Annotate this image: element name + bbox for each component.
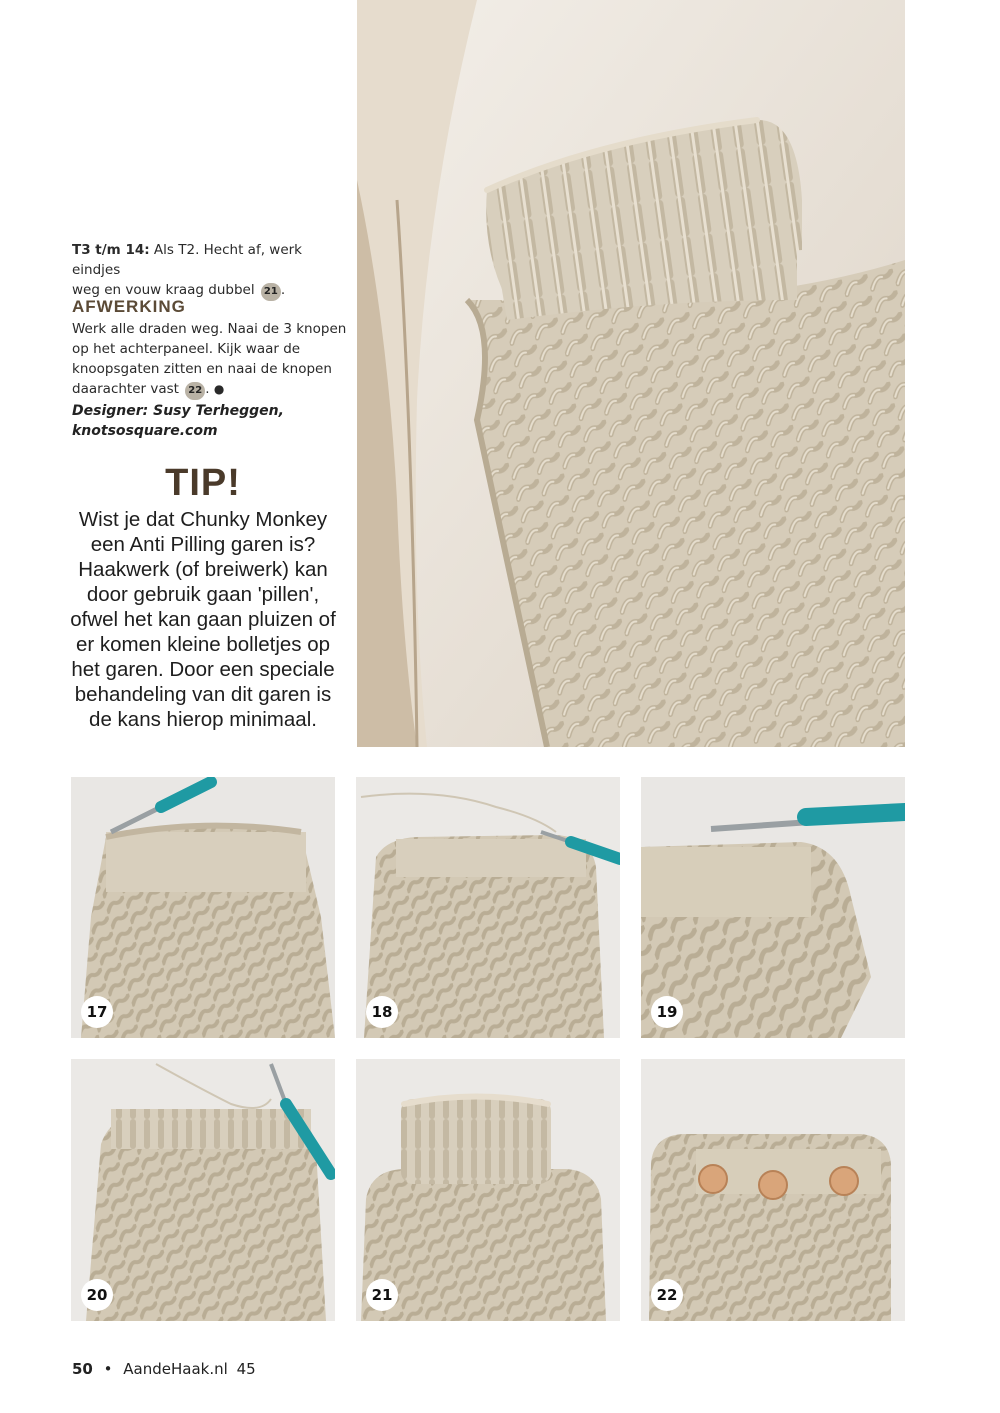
round-label: T3 t/m 14:	[72, 242, 150, 258]
afwerking-line: Werk alle draden weg. Naai de 3 knopen	[72, 321, 347, 337]
page-number: 50	[72, 1360, 93, 1378]
step-number-badge: 19	[651, 996, 683, 1028]
instruction-t3: T3 t/m 14: Als T2. Hecht af, werk eindjes weg en vouw kraag dubbel 21 .	[72, 240, 342, 301]
tip-line: Haakwerk (of breiwerk) kan	[78, 558, 328, 581]
round-text-cont: weg en vouw kraag dubbel	[72, 282, 255, 298]
footer-site: AandeHaak.nl	[123, 1360, 228, 1378]
step-number-badge: 18	[366, 996, 398, 1028]
photo-ref-badge: 22	[185, 382, 205, 400]
tip-line: de kans hierop minimaal.	[89, 708, 317, 731]
end-bullet-icon: ●	[213, 382, 225, 396]
step-photo	[71, 1059, 335, 1321]
tip-body	[67, 507, 339, 732]
footer-bullet: •	[103, 1360, 113, 1378]
photo-ref-badge: 21	[261, 283, 281, 301]
afwerking-line: knoopsgaten zitten en naai de knopen	[72, 361, 332, 377]
designer-site: knotsosquare.com	[72, 423, 218, 439]
round-text: Als T2. Hecht af, werk eindjes	[72, 242, 303, 278]
tip-line: een Anti Pilling garen is?	[90, 533, 316, 556]
hero-photo	[357, 0, 905, 747]
designer-credit	[72, 401, 284, 441]
tip-line: er komen kleine bolletjes op	[75, 633, 331, 656]
tip-line: ofwel het kan gaan pluizen of	[70, 608, 336, 631]
step-photo	[356, 1059, 620, 1321]
step-number-badge: 22	[651, 1279, 683, 1311]
tip-title: TIP!	[165, 462, 241, 504]
step-number-badge: 17	[81, 996, 113, 1028]
afwerking-line: op het achterpaneel. Kijk waar de	[72, 341, 301, 357]
step-photo	[641, 1059, 905, 1321]
tip-line: het garen. Door een speciale	[71, 658, 335, 681]
footer-issue: 45	[236, 1360, 256, 1378]
step-photo	[71, 777, 335, 1038]
designer-name: Designer: Susy Terheggen,	[72, 403, 284, 419]
step-number-badge: 21	[366, 1279, 398, 1311]
page-footer	[72, 1360, 256, 1378]
section-heading: AFWERKING	[72, 297, 186, 316]
step-photo	[641, 777, 905, 1038]
tip-line: door gebruik gaan 'pillen',	[86, 583, 320, 606]
step-photo	[356, 777, 620, 1038]
step-number-badge: 20	[81, 1279, 113, 1311]
afwerking-line: daarachter vast	[72, 381, 179, 397]
tip-line: Wist je dat Chunky Monkey	[78, 508, 328, 531]
tip-line: behandeling van dit garen is	[74, 683, 332, 706]
afwerking-text: Werk alle draden weg. Naai de 3 knopen op het achterpaneel. Kijk waar de knoopsgaten zitten en naai de knopen daarachter vast 22 . ●	[72, 319, 347, 400]
